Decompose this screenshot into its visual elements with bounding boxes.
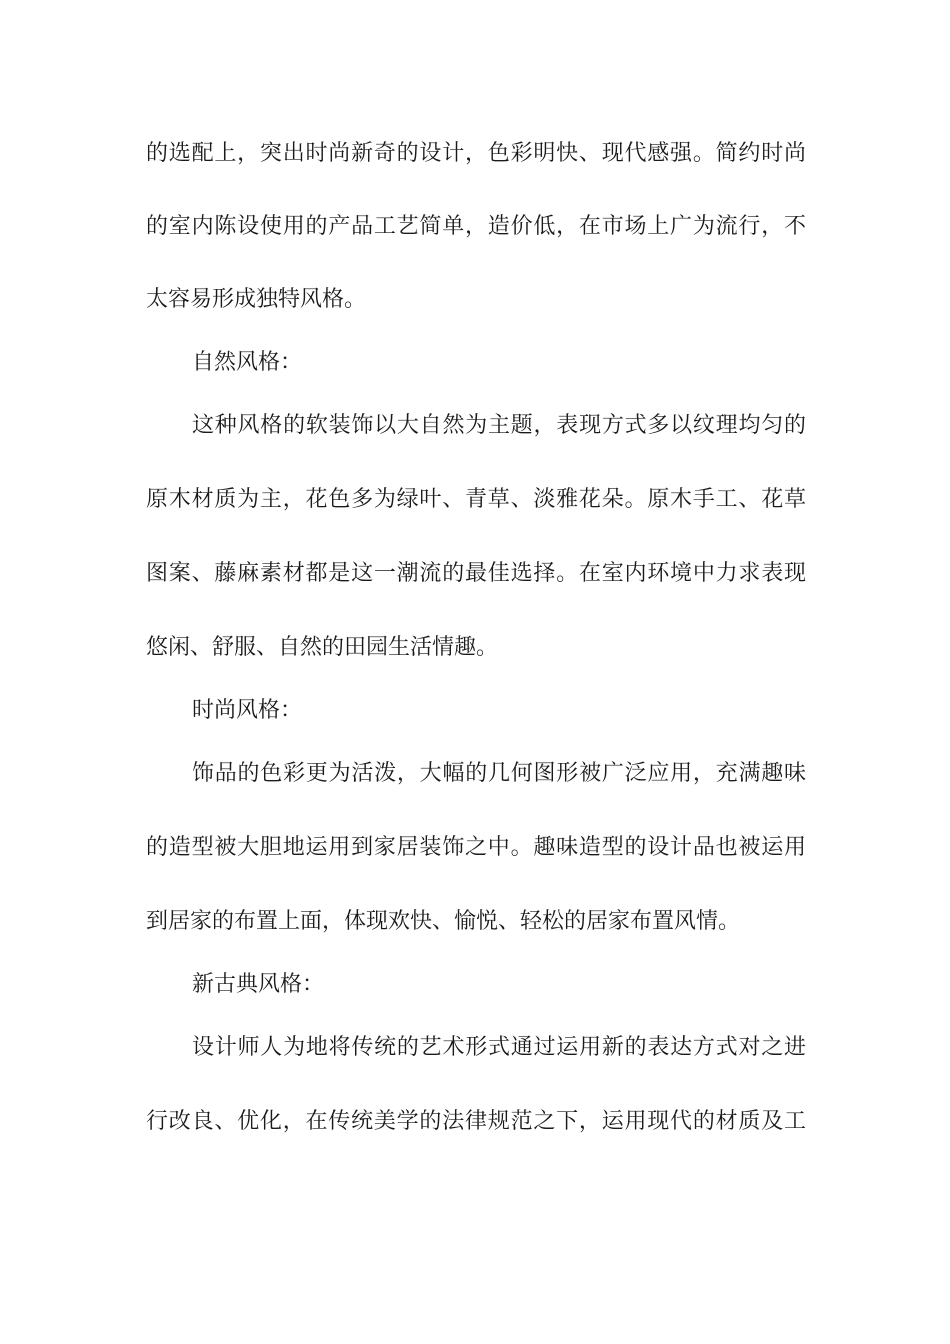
paragraph-line: 图案、藤麻素材都是这一潮流的最佳选择。在室内环境中力求表现	[146, 561, 806, 586]
paragraph-line: 到居家的布置上面，体现欢快、愉悦、轻松的居家布置风情。	[146, 909, 741, 934]
paragraph-line: 原木材质为主，花色多为绿叶、青草、淡雅花朵。原木手工、花草	[146, 487, 806, 512]
section-heading: 新古典风格：	[192, 972, 325, 997]
paragraph-line: 的造型被大胆地运用到家居装饰之中。趣味造型的设计品也被运用	[146, 835, 806, 860]
paragraph-line: 太容易形成独特风格。	[146, 287, 367, 312]
paragraph-line: 的室内陈设使用的产品工艺简单，造价低，在市场上广为流行，不	[146, 214, 806, 239]
paragraph-line: 饰品的色彩更为活泼，大幅的几何图形被广泛应用，充满趣味	[192, 761, 806, 786]
section-heading: 自然风格：	[192, 350, 303, 375]
paragraph-line: 设计师人为地将传统的艺术形式通过运用新的表达方式对之进	[192, 1035, 806, 1060]
section-heading: 时尚风格：	[192, 698, 303, 723]
paragraph-line: 的选配上，突出时尚新奇的设计，色彩明快、现代感强。简约时尚	[146, 141, 806, 166]
paragraph-line: 这种风格的软装饰以大自然为主题，表现方式多以纹理均匀的	[192, 413, 806, 438]
paragraph-line: 悠闲、舒服、自然的田园生活情趣。	[146, 635, 499, 660]
paragraph-line: 行改良、优化，在传统美学的法律规范之下，运用现代的材质及工	[146, 1109, 806, 1134]
